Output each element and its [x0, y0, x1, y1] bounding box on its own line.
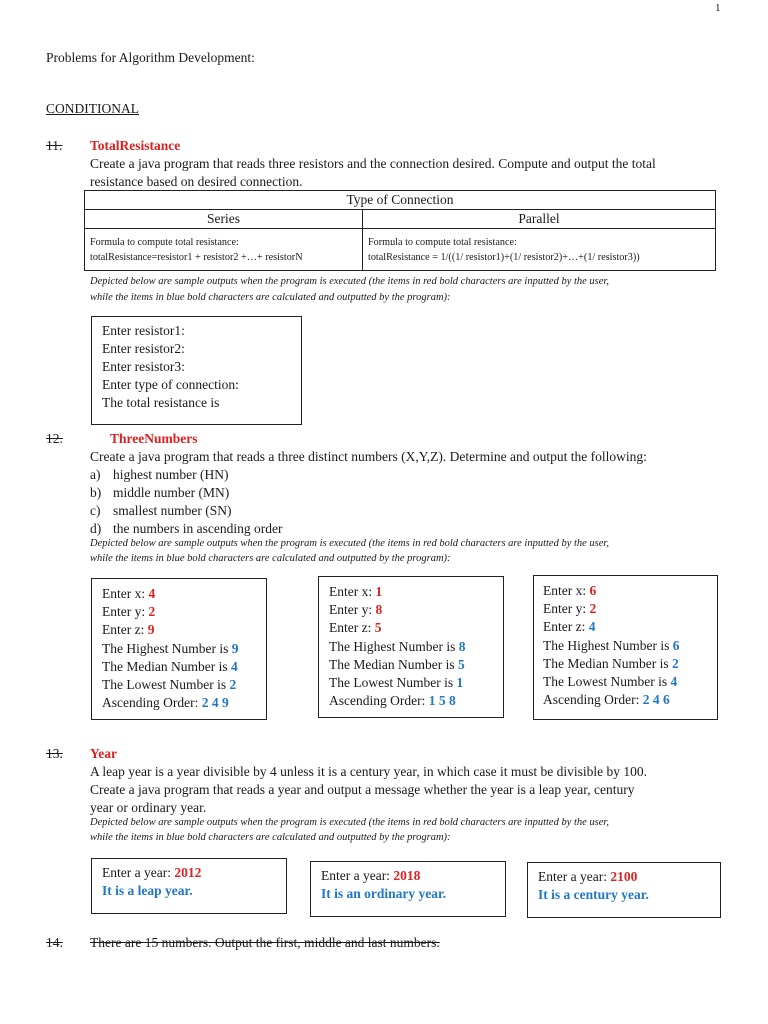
list-item [90, 484, 229, 502]
problem-13-title: Year [90, 746, 117, 761]
sample-line [329, 656, 503, 674]
list-item [90, 502, 231, 520]
list-item [90, 520, 282, 538]
sample-line [543, 637, 717, 655]
label: Enter z: [543, 619, 589, 635]
output-value: 2 [229, 677, 237, 693]
problem-11-note-1: Depicted below are sample outputs when the program is executed (the items in red bold characters are inputted by the user, [90, 276, 609, 287]
output-value: It is a leap year. [102, 883, 193, 898]
year-sample-1 [91, 858, 287, 914]
series-formula: totalResistance=resistor1 + resistor2 +…+ resistorN [90, 251, 303, 263]
problem-12-title: ThreeNumbers [110, 431, 198, 446]
output-value: 9 [231, 640, 239, 656]
problem-11-desc-2: resistance based on desired connection. [90, 174, 303, 189]
label: Ascending Order: [102, 695, 202, 711]
label: Enter z: [329, 620, 375, 636]
input-value: 1 [375, 584, 383, 599]
input-value: 5 [374, 620, 382, 636]
output-value: It is a century year. [538, 887, 649, 902]
series-formula-label: Formula to compute total resistance: [90, 236, 239, 248]
output-value: It is an ordinary year. [321, 886, 447, 901]
label: The Highest Number is [329, 638, 459, 654]
year-sample-3 [527, 862, 721, 918]
sample-line [102, 864, 286, 882]
label: Enter z: [102, 622, 148, 638]
output-value: 4 [588, 619, 596, 635]
document-title: Problems for Algorithm Development: [46, 50, 255, 65]
output-value: 2 [671, 655, 679, 671]
input-value: 2 [148, 604, 156, 620]
input-value: 2012 [174, 865, 202, 880]
input-value: 9 [147, 622, 155, 638]
sample-line [543, 655, 717, 673]
sample-line [543, 691, 717, 709]
connection-table-header: Type of Connection [85, 191, 716, 210]
label: The Median Number is [102, 658, 231, 674]
sample-line [329, 674, 503, 692]
output-value: 2 4 9 [201, 695, 229, 711]
label: Enter a year: [102, 865, 175, 880]
sample-line [329, 601, 503, 619]
output-value: 4 [670, 674, 678, 690]
sample-line [543, 582, 717, 600]
three-numbers-sample-1 [91, 578, 267, 720]
sample-line [102, 603, 266, 621]
sample-line [102, 585, 266, 603]
sample-line [329, 692, 503, 710]
section-heading: CONDITIONAL [46, 101, 139, 116]
sample-line [543, 673, 717, 691]
series-formula-cell [85, 229, 363, 271]
problem-11-note-2: while the items in blue bold characters are calculated and outputted by the program): [90, 292, 451, 303]
list-text: highest number (HN) [113, 467, 229, 482]
list-item [90, 466, 228, 484]
label: Ascending Order: [329, 693, 429, 709]
list-text: middle number (MN) [113, 485, 230, 500]
list-letter: d) [90, 521, 102, 536]
output-value: 2 4 6 [642, 692, 670, 708]
parallel-formula: totalResistance = 1/((1/ resistor1)+(1/ resistor2)+…+(1/ resistor3)) [368, 251, 640, 263]
problem-13-desc-2: Create a java program that reads a year and output a message whether the year is a leap year, century [90, 782, 635, 797]
series-column-header: Series [85, 210, 363, 229]
sample-line [538, 868, 720, 886]
output-value: 4 [230, 658, 238, 674]
list-letter: a) [90, 467, 101, 482]
problem-13-number: 13. [46, 746, 63, 761]
output-value: 6 [672, 637, 680, 653]
problem-13-desc-1: A leap year is a year divisible by 4 unless it is a century year, in which case it must be divisible by 100. [90, 764, 647, 779]
connection-table [84, 190, 716, 271]
page-number: 1 [715, 2, 721, 14]
label: The Lowest Number is [543, 674, 671, 690]
label: Enter a year: [538, 869, 611, 884]
three-numbers-sample-3 [533, 575, 718, 720]
resistance-sample-output [91, 316, 302, 425]
label: Enter y: [329, 602, 376, 618]
output-value: 1 5 8 [428, 693, 456, 709]
label: Enter y: [543, 601, 590, 617]
output-value: 1 [456, 675, 464, 691]
sample-line [102, 640, 266, 658]
problem-11-desc-1: Create a java program that reads three resistors and the connection desired. Compute and output the total [90, 156, 656, 171]
sample-line [543, 618, 717, 636]
label: The Lowest Number is [329, 675, 457, 691]
sample-line [329, 638, 503, 656]
problem-14-number: 14. [46, 935, 63, 950]
input-value: 2 [589, 601, 597, 617]
label: Enter a year: [321, 868, 394, 883]
label: The Highest Number is [102, 640, 232, 656]
label: The Highest Number is [543, 637, 673, 653]
sample-line [102, 658, 266, 676]
input-value: 6 [589, 583, 597, 598]
sample-line: Enter type of connection: [102, 377, 239, 392]
problem-11-title: TotalResistance [90, 138, 181, 153]
label: The Lowest Number is [102, 677, 230, 693]
sample-line [102, 621, 266, 639]
problem-12-number: 12. [46, 431, 63, 446]
problem-12-note-2: while the items in blue bold characters are calculated and outputted by the program): [90, 553, 451, 564]
label: Enter y: [102, 604, 149, 620]
sample-line: Enter resistor3: [102, 359, 185, 374]
label: The Median Number is [329, 656, 458, 672]
label: Enter x: [102, 586, 149, 601]
output-value: 8 [458, 638, 466, 654]
sample-line [329, 619, 503, 637]
problem-12-desc: Create a java program that reads a three distinct numbers (X,Y,Z). Determine and output the following: [90, 449, 647, 464]
parallel-column-header: Parallel [363, 210, 716, 229]
parallel-formula-label: Formula to compute total resistance: [368, 236, 517, 248]
problem-13-note-1: Depicted below are sample outputs when the program is executed (the items in red bold characters are inputted by the user, [90, 817, 609, 828]
output-value: 5 [457, 656, 465, 672]
label: Ascending Order: [543, 692, 643, 708]
input-value: 2018 [393, 868, 421, 883]
problem-13-note-2: while the items in blue bold characters are calculated and outputted by the program): [90, 832, 451, 843]
sample-line: Enter resistor1: [102, 323, 185, 338]
input-value: 2100 [610, 869, 638, 884]
sample-line [543, 600, 717, 618]
sample-line [102, 676, 266, 694]
label: The Median Number is [543, 655, 672, 671]
input-value: 4 [148, 586, 156, 601]
sample-line [321, 867, 505, 885]
sample-line: The total resistance is [102, 395, 220, 410]
list-letter: c) [90, 503, 101, 518]
parallel-formula-cell [363, 229, 716, 271]
three-numbers-sample-2 [318, 576, 504, 718]
year-sample-2 [310, 861, 506, 917]
list-letter: b) [90, 485, 102, 500]
label: Enter x: [329, 584, 376, 599]
sample-line [329, 583, 503, 601]
list-text: the numbers in ascending order [113, 521, 283, 536]
problem-14-text: There are 15 numbers. Output the first, middle and last numbers. [90, 935, 440, 950]
sample-line [102, 694, 266, 712]
problem-11-number: 11. [46, 138, 63, 153]
sample-line: Enter resistor2: [102, 341, 185, 356]
problem-12-note-1: Depicted below are sample outputs when the program is executed (the items in red bold characters are inputted by the user, [90, 538, 609, 549]
problem-13-desc-3: year or ordinary year. [90, 800, 207, 815]
list-text: smallest number (SN) [113, 503, 232, 518]
label: Enter x: [543, 583, 590, 598]
input-value: 8 [375, 602, 383, 618]
